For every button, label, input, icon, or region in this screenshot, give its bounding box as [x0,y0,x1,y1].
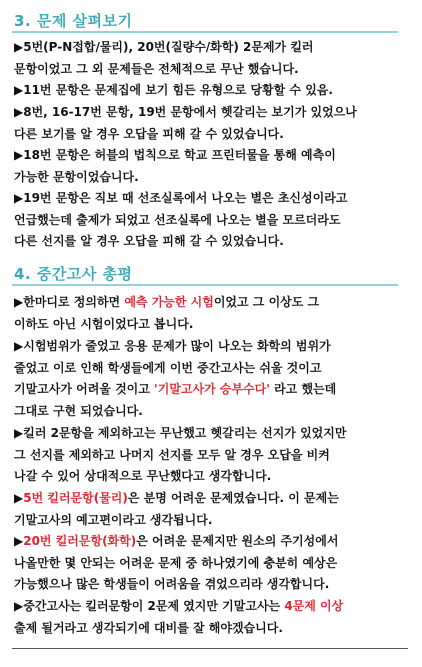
paragraph-3-2 [14,80,410,102]
text-line: 나갈 수 있어 상대적으로 무난했다고 생각합니다. [14,469,272,483]
section-4-title: 4. 중간고사 총평 [14,265,133,283]
text-line: 언급했는데 출제가 되었고 선조실록에 나오는 별을 모르더라도 [14,212,341,227]
paragraph-3-1 [14,37,410,80]
text-line: ▶시험범위가 줄었고 응용 문제가 많이 나오는 화학의 범위가 [14,339,331,353]
section-3-divider [12,31,398,33]
text-line: 다른 선지를 알 경우 오답을 피해 갈 수 있었습니다. [14,234,284,248]
text-line: 기말고사의 예고편이라고 생각됩니다. [14,512,213,527]
paragraph-4-4 [14,488,410,531]
text-line: ▶한마디로 정의하면 예측 가능한 시험이었고 그 이상도 그 [14,295,320,309]
text-line: 기말고사가 어려울 것이고 '기말고사가 승부수다' 라고 했는데 [14,382,337,396]
text-line: ▶킬러 2문항을 제외하고는 무난했고 헷갈리는 선지가 있었지만 [14,426,347,440]
text-line: 가능한 문항이었습니다. [14,169,139,184]
paragraph-4-3 [14,423,410,488]
highlight-text: 4문제 이상 [284,599,344,613]
text-line: ▶19번 문항은 직보 때 선조실록에서 나오는 별은 초신성이라고 [14,191,348,205]
text-line: 줄었고 이로 인해 학생들에게 이번 중간고사는 쉬울 것이고 [14,360,322,375]
highlight-text: '기말고사가 승부수다' [154,382,270,396]
paragraph-4-6 [14,596,410,639]
text-line: 문항이었고 그 외 문제들은 전체적으로 무난 했습니다. [14,61,299,76]
paragraph-4-1 [14,292,410,335]
bottom-divider [12,648,408,649]
text-line: 나올만한 몇 안되는 어려운 문제 중 하나였기에 충분히 예상은 [14,555,338,570]
highlight-text: 5번 킬러문항(물리) [23,491,128,505]
paragraph-3-4 [14,145,410,188]
paragraph-4-2 [14,336,410,422]
text-line: 그 선지를 제외하고 나머지 선지를 모두 알 경우 오답을 비켜 [14,447,330,462]
paragraph-4-5 [14,531,410,596]
text-line: 가능했으나 많은 학생들이 어려움을 겪었으리라 생각합니다. [14,577,330,591]
text-line: ▶5번 킬러문항(물리)은 분명 어려운 문제였습니다. 이 문제는 [14,491,339,505]
section-4-divider [12,284,398,286]
text-line: ▶8번, 16-17번 문항, 19번 문항에서 헷갈리는 보기가 있었으나 [14,105,357,119]
text-line: ▶중간고사는 킬러문항이 2문제 였지만 기말고사는 4문제 이상 [14,599,344,613]
paragraph-3-5 [14,188,410,253]
text-line: ▶5번(P-N접합/물리), 20번(질량수/화학) 2문제가 킬러 [14,40,314,54]
text-line: 그대로 구현 되었습니다. [14,403,143,418]
paragraph-3-3 [14,102,410,145]
text-line: ▶20번 킬러문항(화학)은 어려운 문제지만 원소의 주기성에서 [14,534,339,548]
text-line: ▶11번 문항은 문제집에 보기 힘든 유형으로 당황할 수 있음. [14,83,333,97]
section-3-title: 3. 문제 살펴보기 [14,12,133,30]
text-line: 이하도 아닌 시험이었다고 봅니다. [14,316,194,331]
text-line: 출제 될거라고 생각되기에 대비를 잘 해야겠습니다. [14,620,283,635]
text-line: 다른 보기를 알 경우 오답을 피해 갈 수 있었습니다. [14,126,284,141]
highlight-text: 20번 킬러문항(화학) [23,534,137,548]
highlight-text: 예측 가능한 시험 [124,295,214,309]
text-line: ▶18번 문항은 허블의 법칙으로 학교 프린터물을 통해 예측이 [14,148,336,162]
